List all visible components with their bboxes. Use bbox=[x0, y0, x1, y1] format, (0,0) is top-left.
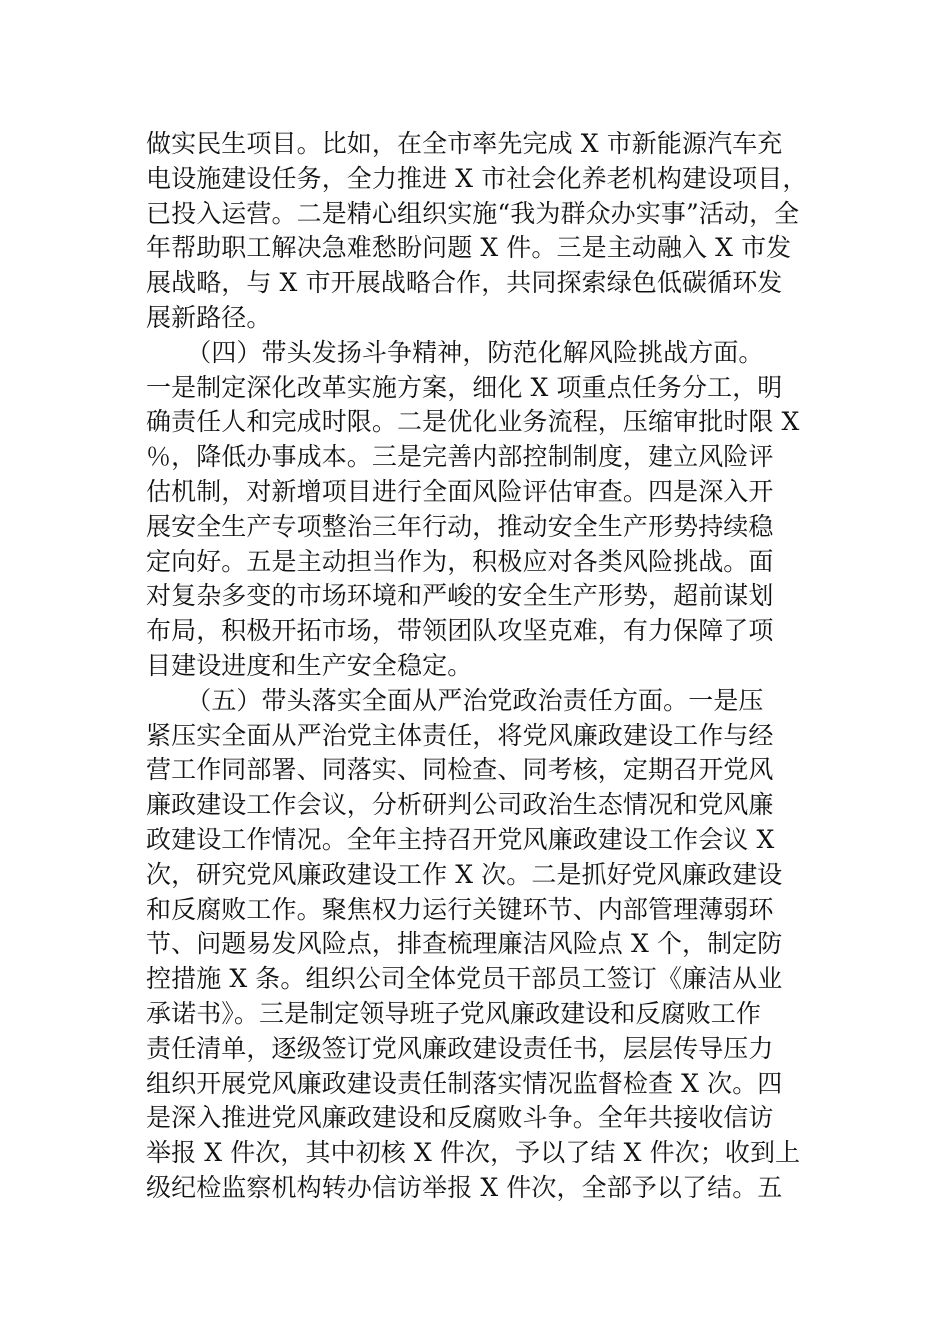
document-body bbox=[146, 127, 806, 1206]
text-line: 展安全生产专项整治三年行动，推动安全生产形势持续稳 bbox=[146, 511, 774, 541]
text-line: 电设施建设任务，全力推进 X 市社会化养老机构建设项目， bbox=[146, 163, 808, 193]
text-line: 已投入运营。二是精心组织实施“我为群众办实事”活动，全 bbox=[146, 198, 800, 228]
text-line: 确责任人和完成时限。二是优化业务流程，压缩审批时限 X bbox=[146, 407, 800, 437]
text-line: 目建设进度和生产安全稳定。 bbox=[146, 650, 473, 680]
text-line: 级纪检监察机构转办信访举报 X 件次，全部予以了结。五 bbox=[146, 1172, 783, 1202]
text-line: 责任清单，逐级签订党风廉政建设责任书，层层传导压力 bbox=[146, 1033, 774, 1063]
text-line: ％，降低办事成本。三是完善内部控制制度，建立风险评 bbox=[146, 442, 774, 472]
text-line: 对复杂多变的市场环境和严峻的安全生产形势，超前谋划 bbox=[146, 581, 774, 611]
text-line: 承诺书》。三是制定领导班子党风廉政建设和反腐败工作 bbox=[146, 998, 762, 1028]
text-line: 布局，积极开拓市场，带领团队攻坚克难，有力保障了项 bbox=[146, 616, 774, 646]
text-line: 做实民生项目。比如，在全市率先完成 X 市新能源汽车充 bbox=[146, 129, 783, 158]
text-line: 举报 X 件次，其中初核 X 件次，予以了结 X 件次；收到上 bbox=[146, 1138, 801, 1168]
text-line: 营工作同部署、同落实、同检查、同考核，定期召开党风 bbox=[146, 755, 774, 785]
text-line: 定向好。五是主动担当作为，积极应对各类风险挑战。面 bbox=[146, 546, 774, 576]
section-heading-line: （四）带头发扬斗争精神，防范化解风险挑战方面。 bbox=[146, 337, 764, 367]
text-line: 年帮助职工解决急难愁盼问题 X 件。三是主动融入 X 市发 bbox=[146, 233, 792, 263]
text-line: 展战略，与 X 市开展战略合作，共同探索绿色低碳循环发 bbox=[146, 268, 783, 298]
text-line: 政建设工作情况。全年主持召开党风廉政建设工作会议 X bbox=[146, 824, 775, 854]
text-line: 紧压实全面从严治党主体责任，将党风廉政建设工作与经 bbox=[146, 720, 774, 750]
section-heading-line: （五）带头落实全面从严治党政治责任方面。一是压 bbox=[146, 685, 764, 715]
text-line: 廉政建设工作会议，分析研判公司政治生态情况和党风廉 bbox=[146, 790, 774, 820]
text-line: 和反腐败工作。聚焦权力运行关键环节、内部管理薄弱环 bbox=[146, 894, 774, 924]
text-line: 是深入推进党风廉政建设和反腐败斗争。全年共接收信访 bbox=[146, 1103, 774, 1133]
text-line: 组织开展党风廉政建设责任制落实情况监督检查 X 次。四 bbox=[146, 1068, 783, 1098]
text-line: 控措施 X 条。组织公司全体党员干部员工签订《廉洁从业 bbox=[146, 964, 783, 994]
text-line: 节、问题易发风险点，排查梳理廉洁风险点 X 个，制定防 bbox=[146, 929, 783, 959]
text-line: 一是制定深化改革实施方案，细化 X 项重点任务分工，明 bbox=[146, 372, 783, 402]
text-line: 次，研究党风廉政建设工作 X 次。二是抓好党风廉政建设 bbox=[146, 859, 783, 889]
text-line: 估机制，对新增项目进行全面风险评估审查。四是深入开 bbox=[146, 476, 774, 506]
text-line: 展新路径。 bbox=[146, 302, 272, 332]
